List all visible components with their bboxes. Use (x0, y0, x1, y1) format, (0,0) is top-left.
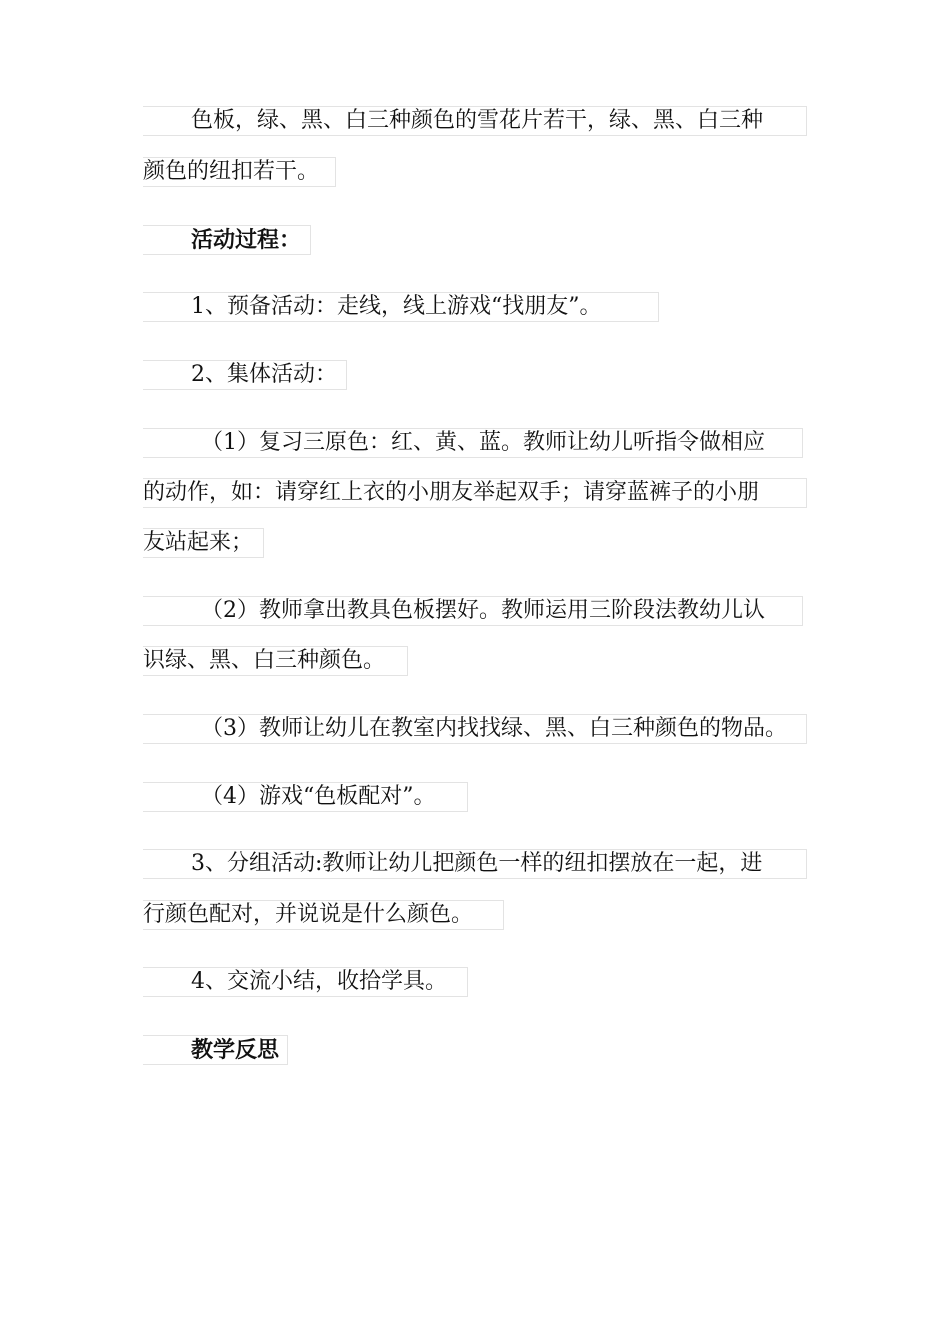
paragraph-line: 1、预备活动：走线，线上游戏“找朋友”。 (143, 292, 659, 322)
paragraph-line: 3、分组活动:教师让幼儿把颜色一样的纽扣摆放在一起，进 (143, 849, 807, 879)
paragraph-line: 识绿、黑、白三种颜色。 (143, 646, 408, 676)
paragraph-line: 颜色的纽扣若干。 (143, 157, 336, 187)
paragraph-line: （4）游戏“色板配对”。 (143, 782, 468, 812)
paragraph-line: 的动作，如：请穿红上衣的小朋友举起双手；请穿蓝裤子的小朋 (143, 478, 807, 508)
section-heading: 活动过程： (143, 225, 311, 255)
paragraph-line: 2、集体活动： (143, 360, 347, 390)
paragraph-line: 行颜色配对，并说说是什么颜色。 (143, 900, 504, 930)
paragraph-line: （3）教师让幼儿在教室内找找绿、黑、白三种颜色的物品。 (143, 714, 807, 744)
paragraph-line: （1）复习三原色：红、黄、蓝。教师让幼儿听指令做相应 (143, 428, 803, 458)
paragraph-line: 色板，绿、黑、白三种颜色的雪花片若干，绿、黑、白三种 (143, 106, 807, 136)
paragraph-line: 4、交流小结，收拾学具。 (143, 967, 468, 997)
section-heading: 教学反思 (143, 1035, 288, 1065)
paragraph-line: 友站起来； (143, 528, 264, 558)
paragraph-line: （2）教师拿出教具色板摆好。教师运用三阶段法教幼儿认 (143, 596, 803, 626)
